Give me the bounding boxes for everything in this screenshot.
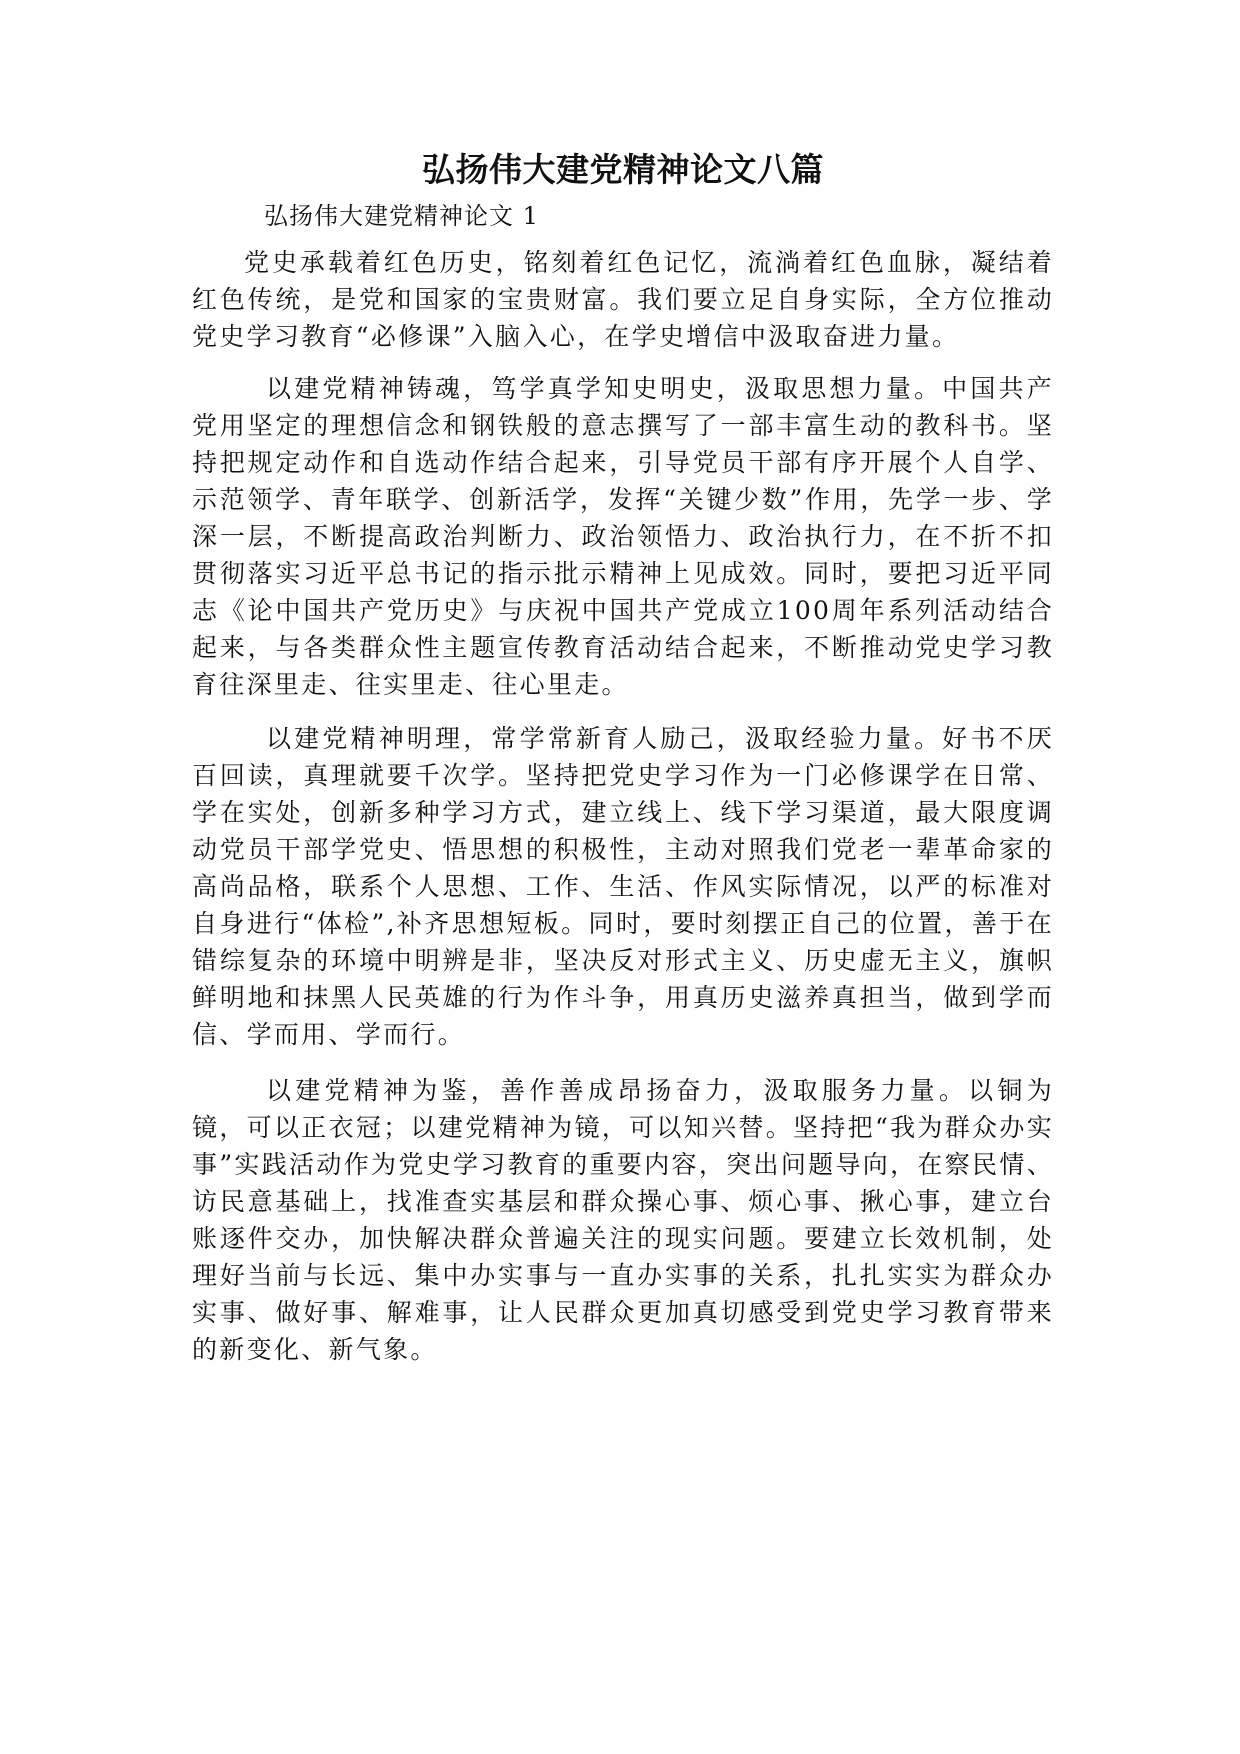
paragraph-intro: 党史承载着红色历史，铭刻着红色记忆，流淌着红色血脉，凝结着红色传统，是党和国家的宝贵财富。我们要立足自身实际，全方位推动党史学习教育“必修课”入脑入心，在学史增信中汲取奋进力量。 — [192, 248, 1054, 351]
page-title: 弘扬伟大建党精神论文八篇 — [422, 150, 824, 189]
paragraph-soul: 以建党精神铸魂，笃学真学知史明史，汲取思想力量。中国共产党用坚定的理想信念和钢铁般的意志撰写了一部丰富生动的教科书。坚持把规定动作和自选动作结合起来，引导党员干部有序开展个人自学、示范领学、青年联学、创新活学，发挥“关键少数”作用，先学一步、学深一层，不断提高政治判断力、政治领悟力、政治执行力，在不折不扣贯彻落实习近平总书记的指示批示精神上见成效。同时，要把习近平同志《论中国共产党历史》与庆祝中国共产党成立100周年系列活动结合起来，与各类群众性主题宣传教育活动结合起来，不断推动党史学习教育往深里走、往实里走、往心里走。 — [192, 374, 1054, 699]
paragraph-mirror: 以建党精神为鉴，善作善成昂扬奋力，汲取服务力量。以铜为镜，可以正衣冠；以建党精神为镜，可以知兴替。坚持把“我为群众办实事”实践活动作为党史学习教育的重要内容，突出问题导向，在察民情、访民意基础上，找准查实基层和群众操心事、烦心事、揪心事，建立台账逐件交办，加快解决群众普遍关注的现实问题。要建立长效机制，处理好当前与长远、集中办实事与一直办实事的关系，扎扎实实为群众办实事、做好事、解难事，让人民群众更加真切感受到党史学习教育带来的新变化、新气象。 — [192, 1076, 1054, 1364]
section-heading: 弘扬伟大建党精神论文 1 — [264, 202, 539, 230]
document-body — [192, 150, 1054, 1368]
paragraph-reason: 以建党精神明理，常学常新育人励己，汲取经验力量。好书不厌百回读，真理就要千次学。坚持把党史学习作为一门必修课学在日常、学在实处，创新多种学习方式，建立线上、线下学习渠道，最大限度调动党员干部学党史、悟思想的积极性，主动对照我们党老一辈革命家的高尚品格，联系个人思想、工作、生活、作风实际情况，以严的标准对自身进行“体检”,补齐思想短板。同时，要时刻摆正自己的位置，善于在错综复杂的环境中明辨是非，坚决反对形式主义、历史虚无主义，旗帜鲜明地和抹黑人民英雄的行为作斗争，用真历史滋养真担当，做到学而信、学而用、学而行。 — [192, 724, 1054, 1049]
